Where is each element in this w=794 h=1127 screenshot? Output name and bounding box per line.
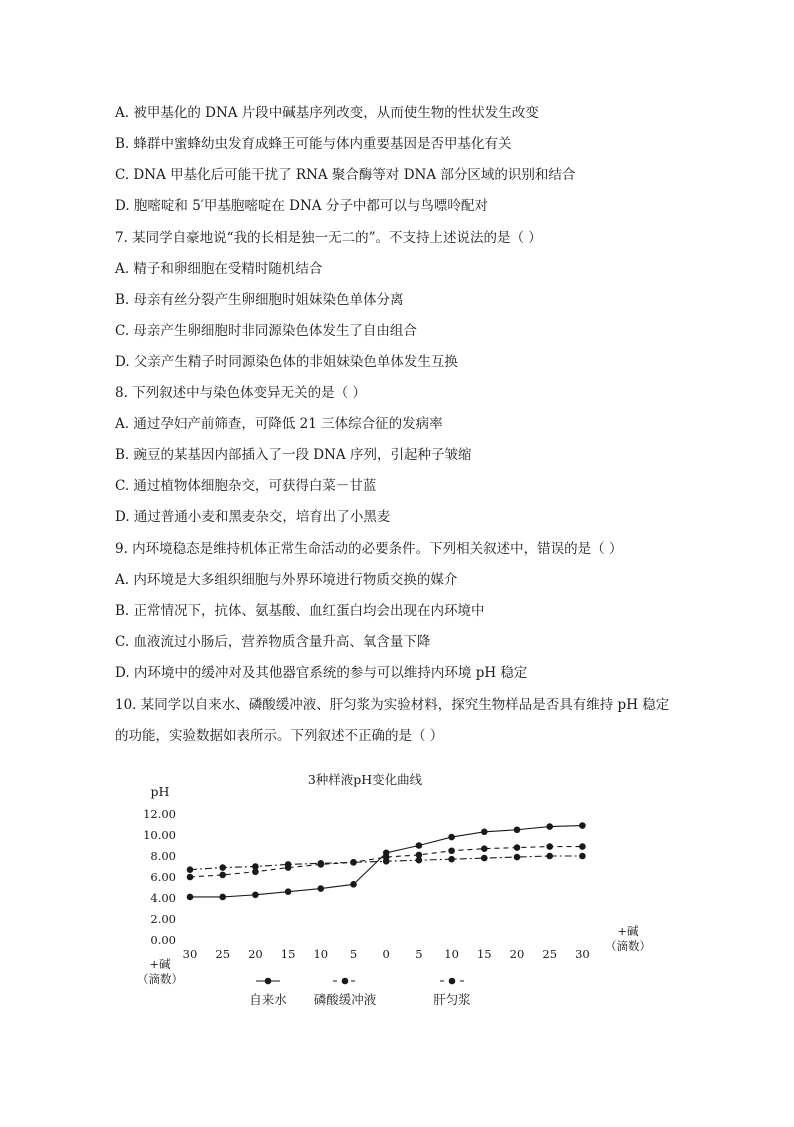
data-point [546, 853, 553, 860]
data-point [481, 829, 488, 836]
data-point [416, 842, 423, 849]
answer-option: C. 通过植物体细胞杂交，可获得白菜－甘蓝 [115, 478, 377, 494]
x-tick-label: 30 [182, 947, 198, 961]
y-tick-label: 2.00 [150, 912, 176, 926]
data-point [252, 892, 259, 899]
x-tick-label: 5 [415, 947, 423, 961]
legend-swatch-marker [265, 978, 272, 985]
data-point [481, 845, 488, 852]
data-point [579, 853, 586, 860]
data-point [285, 888, 292, 895]
data-point [514, 854, 521, 861]
x-tick-label: 25 [542, 947, 558, 961]
x-tick-label: 20 [248, 947, 263, 961]
answer-option: A. 被甲基化的 DNA 片段中碱基序列改变，从而使生物的性状发生改变 [115, 105, 539, 121]
data-point [579, 843, 586, 850]
x-right-label-line2: （滴数） [605, 939, 651, 953]
data-point [285, 861, 292, 868]
x-tick-label: 10 [313, 947, 329, 961]
chart-title: 3种样液pH变化曲线 [307, 772, 423, 787]
y-tick-label: 4.00 [150, 891, 176, 905]
x-tick-label: 5 [349, 947, 358, 961]
answer-option: C. 母亲产生卵细胞时非同源染色体发生了自由组合 [115, 323, 417, 339]
question-stem: 8. 下列叙述中与染色体变异无关的是（ ） [115, 385, 366, 401]
data-point [219, 864, 226, 871]
data-point [383, 858, 390, 865]
answer-option: C. 血液流过小肠后，营养物质含量升高、氧含量下降 [115, 634, 431, 650]
legend-swatch-marker [449, 978, 456, 985]
question-stem: 7. 某同学自豪地说“我的长相是独一无二的”。不支持上述说法的是（ ） [115, 230, 542, 246]
data-point [252, 863, 259, 870]
data-point [448, 856, 455, 863]
x-tick-label: 20 [509, 947, 525, 961]
y-tick-label: 6.00 [150, 870, 176, 884]
data-point [187, 874, 194, 881]
data-point [187, 866, 194, 873]
x-tick-label: 10 [444, 947, 459, 961]
data-point [546, 843, 553, 850]
data-point [318, 885, 325, 892]
data-point [350, 881, 357, 888]
answer-option: A. 内环境是大多组织细胞与外界环境进行物质交换的媒介 [115, 572, 458, 588]
legend-swatch-marker [342, 978, 349, 985]
x-tick-label: 30 [575, 947, 590, 961]
answer-option: B. 蜂群中蜜蜂幼虫发育成蜂王可能与体内重要基因是否甲基化有关 [115, 136, 512, 152]
answer-option: C. DNA 甲基化后可能干扰了 RNA 聚合酶等对 DNA 部分区域的识别和结合 [115, 167, 576, 183]
answer-option: D. 通过普通小麦和黑麦杂交，培育出了小黑麦 [115, 509, 391, 525]
data-point [546, 823, 553, 830]
y-axis-label: pH [150, 784, 170, 799]
y-tick-label: 0.00 [150, 933, 176, 947]
answer-option: D. 内环境中的缓冲对及其他器官系统的参与可以维持内环境 pH 稳定 [115, 665, 528, 681]
question-stem: 9. 内环境稳态是维持机体正常生命活动的必要条件。下列相关叙述中，错误的是（ ） [115, 541, 623, 557]
data-point [448, 847, 455, 854]
data-point [350, 859, 357, 866]
data-point [579, 822, 586, 829]
answer-option: B. 豌豆的某基因内部插入了一段 DNA 序列，引起种子皱缩 [115, 447, 472, 463]
y-tick-label: 8.00 [150, 849, 176, 863]
question-stem-cont: 的功能，实验数据如表所示。下列叙述不正确的是（ ） [115, 728, 444, 744]
x-right-label-line1: +碱 [617, 924, 639, 938]
data-point [514, 826, 521, 833]
data-point [187, 894, 194, 901]
x-left-label-line2: （滴数） [137, 972, 183, 986]
data-point [219, 894, 226, 901]
answer-option: D. 父亲产生精子时同源染色体的非姐妹染色单体发生互换 [115, 354, 458, 370]
y-tick-label: 12.00 [143, 807, 176, 821]
answer-option: B. 母亲有丝分裂产生卵细胞时姐妹染色单体分离 [115, 292, 404, 308]
data-point [481, 855, 488, 862]
data-point [219, 872, 226, 879]
data-point [416, 857, 423, 864]
legend-label: 肝匀浆 [433, 992, 471, 1007]
x-tick-label: 25 [215, 947, 231, 961]
legend-label: 自来水 [249, 992, 287, 1007]
data-point [318, 860, 325, 867]
answer-option: A. 通过孕妇产前筛查，可降低 21 三体综合征的发病率 [115, 416, 443, 432]
answer-option: D. 胞嘧啶和 5′甲基胞嘧啶在 DNA 分子中都可以与鸟嘌呤配对 [115, 198, 488, 214]
data-point [514, 844, 521, 851]
question-stem: 10. 某同学以自来水、磷酸缓冲液、肝匀浆为实验材料，探究生物样品是否具有维持 pH 稳定 [115, 697, 670, 713]
x-left-label-line1: +碱 [149, 957, 171, 971]
legend-label: 磷酸缓冲液 [313, 992, 377, 1007]
data-point [448, 834, 455, 841]
answer-option: B. 正常情况下，抗体、氨基酸、血红蛋白均会出现在内环境中 [115, 603, 485, 619]
x-tick-label: 15 [476, 947, 492, 961]
x-tick-label: 15 [280, 947, 296, 961]
x-tick-label: 0 [382, 947, 390, 961]
answer-option: A. 精子和卵细胞在受精时随机结合 [115, 261, 323, 277]
y-tick-label: 10.00 [143, 828, 176, 842]
